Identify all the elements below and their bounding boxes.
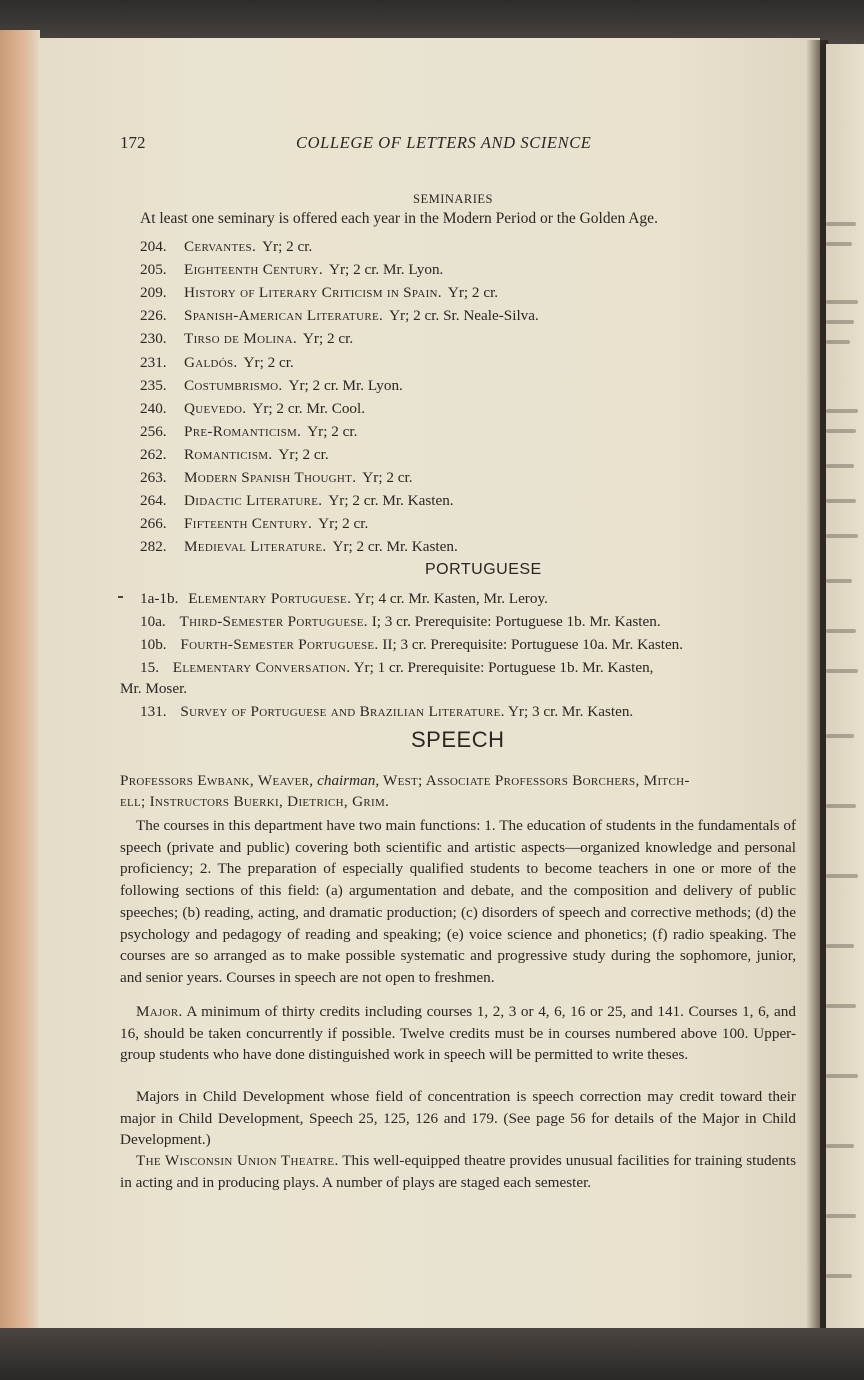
running-title: COLLEGE OF LETTERS AND SCIENCE [296,133,592,152]
course-title: Modern Spanish Thought. [184,469,357,486]
course-details: Yr; 2 cr. [318,515,369,533]
course-number: 263. [140,469,167,486]
page-number: 172 [120,133,146,152]
course-details: Yr; 2 cr. [307,422,358,440]
course-title: Elementary Portuguese. [188,590,352,607]
course-entry [140,659,653,677]
course-number: 231. [140,353,167,371]
course-title: Didactic Literature. [184,492,323,510]
faculty-line-2: ell; Instructors Buerki, Dietrich, Grim. [120,793,390,810]
major-paragraph [120,1001,796,1066]
course-title: Third-Semester Portuguese. [179,613,368,630]
course-details: Yr; 4 cr. Mr. Kasten, Mr. Leroy. [354,590,548,607]
course-title: Costumbrismo. [184,376,283,394]
facing-page-text-fragment [826,429,856,433]
course-title: Cervantes. [184,238,257,255]
major-label: Major. [136,1003,183,1020]
course-title: Pre-Romanticism. [184,422,302,440]
facing-page-text-fragment [826,1144,854,1148]
course-entry [140,636,683,654]
theatre-paragraph [120,1150,796,1193]
portuguese-heading: PORTUGUESE [425,561,542,578]
seminary-course-row [140,538,458,556]
facing-page-text-fragment [826,669,858,673]
course-number: 209. [140,284,167,302]
course-number: 282. [140,538,167,556]
facing-page-text-fragment [826,534,858,538]
course-number: 266. [140,515,167,533]
course-details: Yr; 2 cr. [243,353,294,371]
course-entry [140,703,633,721]
course-number: 10a. [140,613,166,630]
seminary-course-row [140,238,312,256]
faculty-professors: Professors Ewbank, Weaver, [120,772,314,789]
course-title: Fifteenth Century. [184,515,313,533]
faculty-chair-label: chairman, [317,772,380,789]
course-number: 264. [140,492,167,510]
facing-page-text-fragment [826,734,854,738]
course-number: 1a-1b. [140,590,179,607]
speech-heading: SPEECH [411,727,505,752]
course-title: Medieval Literature. [184,538,327,556]
course-details: Yr; 2 cr. [447,284,499,302]
course-details: Yr; 2 cr. [362,469,413,486]
facing-page-text-fragment [826,1274,852,1278]
course-title: History of Literary Criticism in Spain. [184,284,442,302]
facing-page-text-fragment [826,944,854,948]
course-number: 15. [140,659,159,676]
seminary-course-row [140,261,443,279]
course-entry-continuation: Mr. Moser. [120,680,188,697]
course-number: 256. [140,422,167,440]
margin-mark [118,596,123,598]
course-title: Eighteenth Century. [184,261,324,279]
facing-page-text-fragment [826,320,854,324]
seminaries-intro: At least one seminary is offered each year in the Modern Period or the Golden Age. [140,210,658,227]
facing-page-text-fragment [826,1214,856,1218]
course-number: 235. [140,376,167,394]
facing-page-text-fragment [826,499,856,503]
seminary-course-row [140,354,294,372]
course-details: Yr; 2 cr. [302,330,354,348]
course-title: Tirso de Molina. [184,330,297,348]
seminaries-heading: SEMINARIES [413,192,494,206]
course-details: Yr; 2 cr. Mr. Cool. [252,399,366,417]
seminary-course-row [140,469,413,487]
seminary-course-row [140,400,365,418]
facing-page-text-fragment [826,1004,856,1008]
facing-page-text-fragment [826,300,858,304]
course-number: 204. [140,238,167,255]
course-number: 10b. [140,636,167,653]
course-title: Survey of Portuguese and Brazilian Literature. [180,703,505,720]
course-title: Spanish-American Literature. [184,307,384,325]
facing-page-text-fragment [826,629,856,633]
faculty-associates: West; Associate Professors Borchers, Mitch- [382,772,690,789]
course-details: Yr; 2 cr. [278,445,329,463]
speech-intro-paragraph: The courses in this department have two main functions: 1. The education of students in the fundamentals of speech (private and public) covering both scientific and artistic aspects—organized knowledge and personal proficiency; 2. The preparation of especially qualified students to become teachers in one or more of the following sections of this field: (a) argumentation and debate, and the composition and delivery of public speeches; (b) reading, acting, and dramatic production; (c) disorders of speech and corrective methods; (d) the psychology and pedagogy of reading and speaking; (e) voice science and phonetics; (f) radio speaking. The courses are so arranged as to make possible systematic and progressive study during the sophomore, junior, and senior years. Courses in speech are not open to freshmen. [120,817,796,986]
course-details: Yr; 2 cr. Mr. Kasten. [332,538,458,556]
course-number: 230. [140,330,167,348]
child-development-paragraph: Majors in Child Development whose field of concentration is speech correction may credit toward their major in Child Development, Speech 25, 125, 126 and 179. (See page 56 for details of the Major in Child Development.) [120,1088,796,1149]
course-number: 226. [140,307,167,325]
course-details: I; 3 cr. Prerequisite: Portuguese 1b. Mr. Kasten. [371,613,661,630]
course-entry [140,613,661,631]
course-number: 262. [140,445,167,463]
facing-page-text-fragment [826,409,858,413]
theatre-text: This well-equipped theatre provides unusual facilities for training students in acting and in producing plays. A number of plays are staged each semester. [120,1152,796,1191]
course-title: Galdós. [184,353,238,371]
course-details: Yr; 2 cr. Mr. Lyon. [329,261,444,279]
facing-page-text-fragment [826,874,858,878]
course-number: 240. [140,399,167,417]
course-details: Yr; 1 cr. Prerequisite: Portuguese 1b. Mr. Kasten, [353,659,654,676]
course-details: Yr; 2 cr. Mr. Kasten. [328,492,454,510]
book-gutter-shadow [806,40,828,1340]
facing-page-text-fragment [826,579,852,583]
course-title: Fourth-Semester Portuguese. [180,636,379,653]
course-entry [140,590,548,608]
page-stack-edge [0,30,40,1340]
seminary-course-row [140,307,539,325]
facing-page-text-fragment [826,804,856,808]
course-title: Romanticism. [184,445,273,463]
course-number: 205. [140,261,167,279]
seminary-course-row [140,515,368,533]
facing-page-text-fragment [826,222,856,226]
course-title: Elementary Conversation. [172,659,351,676]
facing-page-text-fragment [826,464,854,468]
course-details: Yr; 2 cr. Sr. Neale-Silva. [389,307,539,325]
seminary-course-row [140,423,357,441]
facing-page-text-fragment [826,1074,858,1078]
facing-page-text-fragment [826,242,852,246]
course-details: Yr; 2 cr. Mr. Lyon. [288,376,403,394]
faculty-line [120,772,690,790]
course-details: Yr; 3 cr. Mr. Kasten. [507,703,634,720]
theatre-label: The Wisconsin Union Theatre. [136,1152,339,1169]
facing-page-text-fragment [826,340,850,344]
seminary-course-row [140,446,329,464]
course-title: Quevedo. [184,399,247,417]
major-text: A minimum of thirty credits including courses 1, 2, 3 or 4, 6, 16 or 25, and 141. Courses 1, 6, and 16, should be taken concurrently if possible. Twelve credits must be in courses numbered above 100. Upper-group students who have done distinguished work in speech will be permitted to write theses. [120,1003,796,1064]
scanner-background-bottom [0,1328,864,1380]
facing-page-edge [826,44,864,1340]
course-details: Yr; 2 cr. [262,238,313,255]
seminary-course-row [140,284,498,302]
seminary-course-row [140,330,353,348]
course-details: II; 3 cr. Prerequisite: Portuguese 10a. Mr. Kasten. [382,636,684,653]
seminary-course-row [140,492,454,510]
course-number: 131. [140,703,167,720]
seminary-course-row [140,377,403,395]
